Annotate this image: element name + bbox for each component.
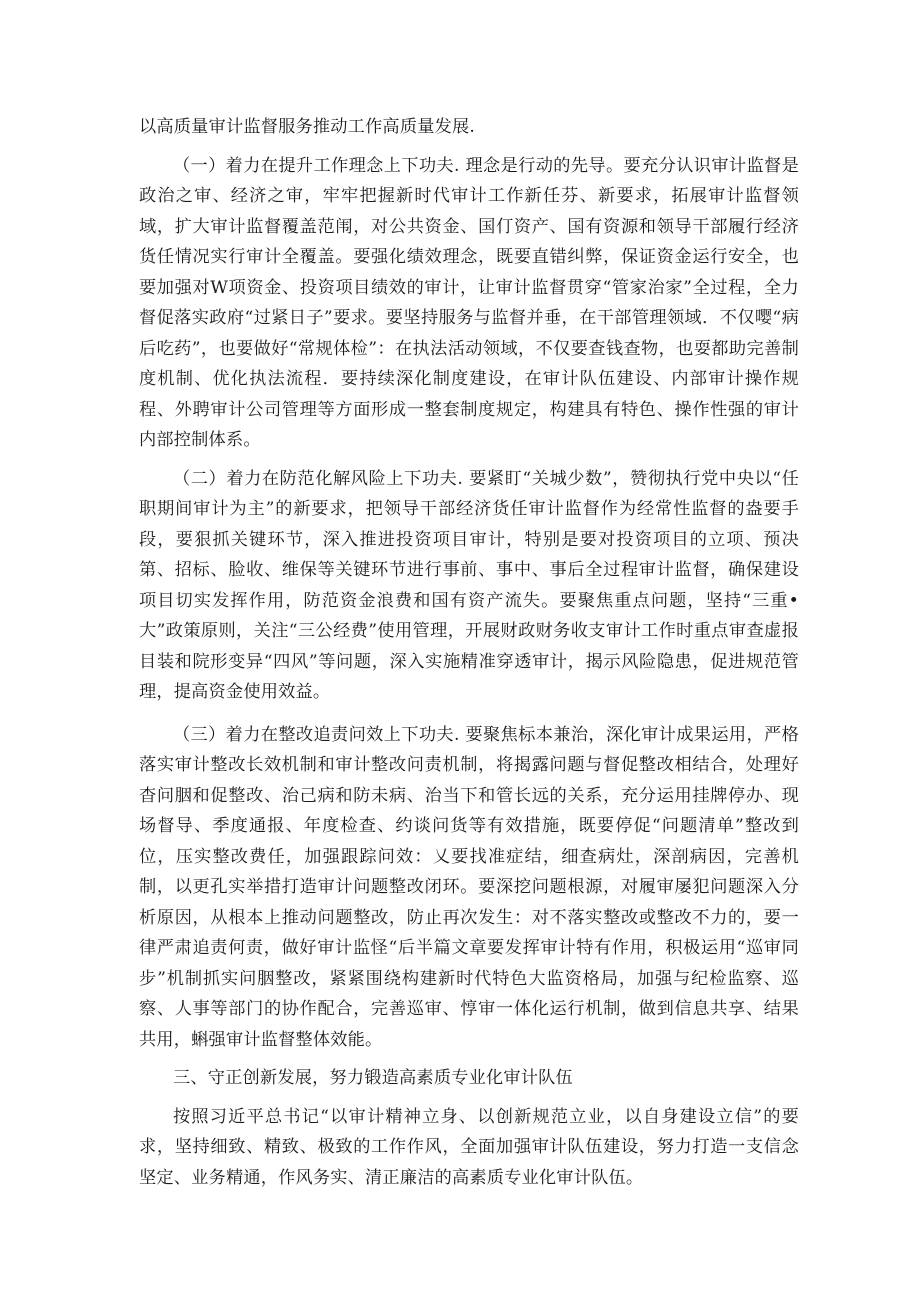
paragraph-section-3: （三）着力在整改追责问效上下功夫. 要聚焦标本兼治，深化审计成果运用，严格落实审计整改长效机制和审计整改问责机制，将揭露问题与督促整改相结合，处理好杳问胭和促整改、治己病和防未病、治当下和管长远的关系，充分运用挂牌停办、现场督导、季度通报、年度检查、约谈问货等有效措施，既要停促“问题清单”整改到位，压实整改费任，加强跟踪问效：乂要找准症结，细查病灶，深剖病因，完善机制，以更孔实举措打造审计问题整改闭环。要深挖问题根源，对履审屡犯问题深入分析原因，从根本上推动问题整改，防止再次发生：对不落实整改或整改不力的，要一律严肃追责何责，做好审计监怪“后半篇文章要发挥审计特有作用，积极运用“巡审同步”机制抓实问胭整改，紧紧围绕构建新时代特色大监资格局，加强与纪检监察、巡察、人事等部门的协作配合，完善巡审、惇审一体化运行机制，做到信息共享、结果共用，蝌强审计监督整体效能。 (139, 724, 799, 1050)
paragraph-section-1: （一）着力在提升工作理念上下功夫. 理念是行动的先导。要充分认识审计监督是政治之审、经济之审，牢牢把握新时代审计工作新任芬、新要求，拓展审计监督领域，扩大审计监督覆盖范闱，对公共资金、国仃资产、国有资源和领导干部履行经济货任情况实行审计全覆盖。要强化绩效理念，既要直错纠弊，保证资金运行安全，也要加强对W项资金、投资项目绩效的审计，让审计监督贯穿“管家治家”全过程，全力督促落实政府“过紧日子”要求。要坚持服务与监督并垂，在干部管理领域．不仅嘤“病后吃药”，也要做好“常规体检”：在执法活动领域，不仅要查钱查物，也耍都助完善制度机制、优化执法流程．要持续深化制度建设，在审计队伍建设、内部审计操作规程、外聘审计公司管理等方面形成一整套制度规定，构建具有特色、操作性强的审计内部控制体系。 (139, 155, 799, 450)
paragraph-section-2: （二）着力在防范化解风险上下功夫. 要紧盯“关城少数”，赞彻执行党中央以“任职期间审计为主”的新要求，把领导干部经济货任审计监督作为经常性监督的盎要手段，要狠抓关键环节，深入推进投资项目审计，特别是要对投资项目的立项、预决第、招标、脸收、维保等关键环节进行事前、事中、事后全过程审计监督，确保建设项目切实发挥作用，防范资金浪费和国有资产流失。要聚焦重点问题，坚持“三重•大”政策原则，关注“三公经费”使用管理，开展财政财务收支审计工作时重点审查虚报目装和院形变异“四风”等问题，深入实施精准穿透审计，揭示风险隐患，促进规范管理，提高资金使用效益。 (139, 468, 799, 702)
paragraph-section-4: 按照习近平总书记“以审计精神立身、以创新规范立业，以自身建设立信”的要求，坚持细致、精致、极致的工作作风，全面加强审计队伍建设，努力打造一支信念坚定、业务精通，作风务实、清正廉洁的高素质专业化审计队伍。 (139, 1106, 799, 1188)
document-body (139, 112, 799, 1193)
paragraph-continuation: 以高质量审计监督服务推动工作高质量发展. (139, 117, 476, 137)
section-heading-3: 三、守正创新发展，努力锻造高素质专业化审计队伍 (173, 1068, 573, 1088)
